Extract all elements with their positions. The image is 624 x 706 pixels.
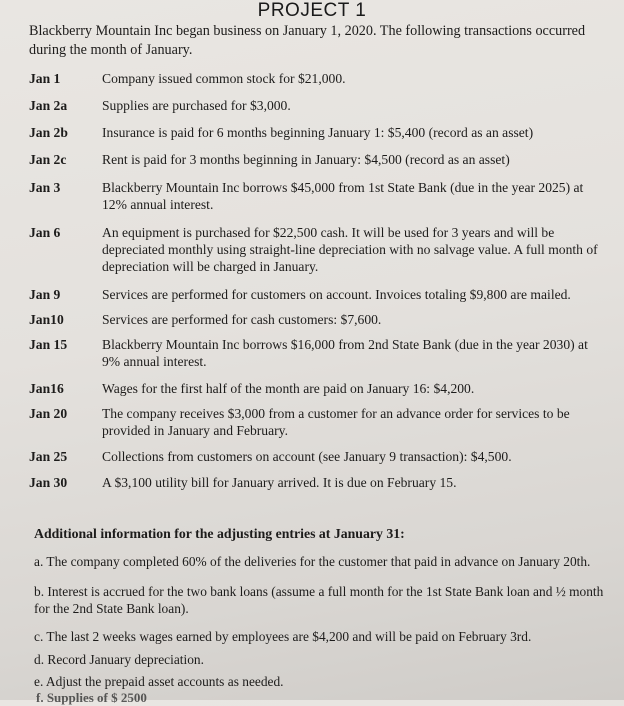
adjustment-label: d. xyxy=(34,652,45,667)
transaction-desc: Supplies are purchased for $3,000. xyxy=(102,98,291,113)
transaction-desc: Collections from customers on account (see January 9 transaction): $4,500. xyxy=(102,449,512,464)
transaction-date: Jan16 xyxy=(29,381,64,396)
transaction-date: Jan 2a xyxy=(29,98,68,113)
transaction-desc: A $3,100 utility bill for January arrived. It is due on February 15. xyxy=(102,475,457,490)
transaction-date: Jan 6 xyxy=(29,225,61,240)
transaction-date: Jan 3 xyxy=(29,180,61,195)
transaction-desc: Company issued common stock for $21,000. xyxy=(102,71,346,86)
transaction-date: Jan 1 xyxy=(29,71,61,86)
adjustment-label: c. xyxy=(34,629,44,644)
transaction-date: Jan 20 xyxy=(29,406,68,421)
adjustment-label: b. xyxy=(34,584,45,599)
adjustment-text: Record January depreciation. xyxy=(47,652,204,667)
adjustment-item xyxy=(34,651,604,668)
adjustment-text: Adjust the prepaid asset accounts as needed. xyxy=(45,674,284,689)
transaction-desc: An equipment is purchased for $22,500 cash. It will be used for 3 years and will be depreciated monthly using straight-line depreciation with no salvage value. A full month of depreciation will be charged in January. xyxy=(102,225,598,274)
adjustments-heading: Additional information for the adjusting entries at January 31: xyxy=(34,526,405,541)
intro-paragraph: Blackberry Mountain Inc began business on January 1, 2020. The following transactions occurred during the month of January. xyxy=(29,23,586,58)
transaction-desc: Rent is paid for 3 months beginning in January: $4,500 (record as an asset) xyxy=(102,152,510,167)
transaction-date: Jan 2b xyxy=(29,125,68,140)
transaction-desc: Services are performed for customers on account. Invoices totaling $9,800 are mailed. xyxy=(102,287,571,302)
adjustment-text: The company completed 60% of the deliveries for the customer that paid in advance on January 20th. xyxy=(46,554,591,569)
page-title: PROJECT 1 xyxy=(257,0,367,21)
cutoff-text: f. Supplies of $ 2500 xyxy=(36,690,147,705)
transaction-date: Jan 25 xyxy=(29,449,68,464)
adjustment-item xyxy=(34,553,604,570)
adjustment-item xyxy=(34,628,604,645)
adjustment-item xyxy=(34,673,604,690)
transaction-date: Jan 15 xyxy=(29,337,68,352)
adjustment-text: The last 2 weeks wages earned by employees are $4,200 and will be paid on February 3rd. xyxy=(46,629,532,644)
transaction-desc: The company receives $3,000 from a customer for an advance order for services to be provided in January and February. xyxy=(102,406,570,438)
transaction-desc: Blackberry Mountain Inc borrows $45,000 from 1st State Bank (due in the year 2025) at 12% annual interest. xyxy=(102,180,584,212)
adjustment-label: a. xyxy=(34,554,44,569)
transaction-desc: Services are performed for cash customers: $7,600. xyxy=(102,312,382,327)
adjustment-item xyxy=(34,583,604,617)
transaction-desc: Insurance is paid for 6 months beginning January 1: $5,400 (record as an asset) xyxy=(102,125,534,140)
transaction-date: Jan 30 xyxy=(29,475,68,490)
transaction-date: Jan 2c xyxy=(29,152,67,167)
adjustment-text: Interest is accrued for the two bank loans (assume a full month for the 1st State Bank loan and ½ month for the 2nd State Bank loan). xyxy=(34,584,604,616)
transaction-desc: Blackberry Mountain Inc borrows $16,000 from 2nd State Bank (due in the year 2030) at 9% annual interest. xyxy=(102,337,588,369)
transaction-desc: Wages for the first half of the month are paid on January 16: $4,200. xyxy=(102,381,475,396)
transaction-date: Jan10 xyxy=(29,312,64,327)
transaction-date: Jan 9 xyxy=(29,287,61,302)
adjustment-label: e. xyxy=(34,674,44,689)
